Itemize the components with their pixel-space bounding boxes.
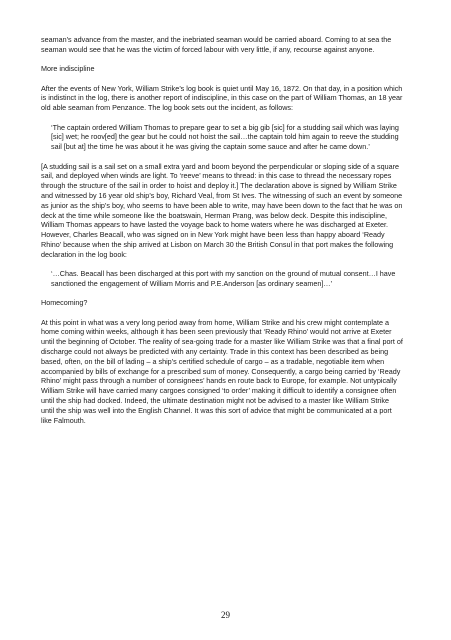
log-quote-1: ‘The captain ordered William Thomas to prepare gear to set a big gib [sic] for a studding sail which was laying [sic] wet; he roov[ed] the gear but he could not hoist the sail…the captain told him again to reeve the studding sail [but at] the time he was about it he was giving the captain some sauce and after he came down.’: [51, 122, 399, 152]
page-body: [41, 35, 404, 435]
paragraph-1: seaman’s advance from the master, and the inebriated seaman would be carried aboard. Coming to at sea the seaman would see that he was the victim of forced labour with very little, if any, recourse against anyone.: [41, 35, 392, 54]
paragraph-4: At this point in what was a very long period away from home, William Strike and his crew might contemplate a home coming within weeks, although it has been seen previously that ‘Ready Rhino’ would not arrive at Exeter until the beginning of October. The reality of sea-going trade for a master like William Strike was that a final port of discharge could not always be predicted with any certainty. Trade in this context has been described as being based, often, on the bill of lading – a ship’s certified schedule of cargo – as a tradable, negotiable item when accompanied by bills of exchange for a prescribed sum of money. Consequently, a cargo being carried by ‘Ready Rhino’ might pass through a number of consignees’ hands en route back to Europe, for example. Not untypically William Strike will have carried many cargoes consigned ‘to order’ making it difficult to identify a consignee often until the ship had docked. Indeed, the ultimate destination might not be advised to a master like William Strike until the ship was well into the English Channel. It was this sort of advice that might be communicated at a port like Falmouth.: [41, 317, 403, 425]
paragraph-2: After the events of New York, William Strike’s log book is quiet until May 16, 1872. On that day, in a position which is indistinct in the log, there is another report of indiscipline, in this case on the part of William Thomas, an 18 year old able seaman from Penzance. The log book sets out the incident, as follows:: [41, 83, 403, 113]
section-heading-more-indiscipline: More indiscipline: [41, 64, 95, 74]
paragraph-3: [A studding sail is a sail set on a small extra yard and boom beyond the perpendicular or sloping side of a square sail, and deployed when winds are light. To ‘reeve’ means to thread: in this case to thread the necessary ropes through the structure of the sail in order to hoist and deploy it.] The declaration above is signed by William Strike and witnessed by 16 year old ship’s boy, Richard Veal, from St Ives. The witnessing of such an event by someone as junior as the ship’s boy, who seems to have been able to write, may have been down to the fact that he was on deck at the time while someone like the boatswain, Herman Prang, was below deck. Despite this indiscipline, William Thomas appears to have lasted the voyage back to home waters where he was discharged at Exeter. However, Charles Beacall, who was signed on in New York might have been less than happy aboard ‘Ready Rhino’ because when the ship arrived at Lisbon on March 30 the British Consul in that port makes the following declaration in the log book:: [41, 161, 403, 259]
log-quote-2: ‘…Chas. Beacall has been discharged at this port with my sanction on the ground of mutual consent…I have sanctioned the engagement of William Morris and P.E.Anderson [as ordinary seamen]…’: [51, 269, 396, 288]
section-heading-homecoming: Homecoming?: [41, 298, 88, 308]
page-number: 29: [221, 610, 230, 620]
